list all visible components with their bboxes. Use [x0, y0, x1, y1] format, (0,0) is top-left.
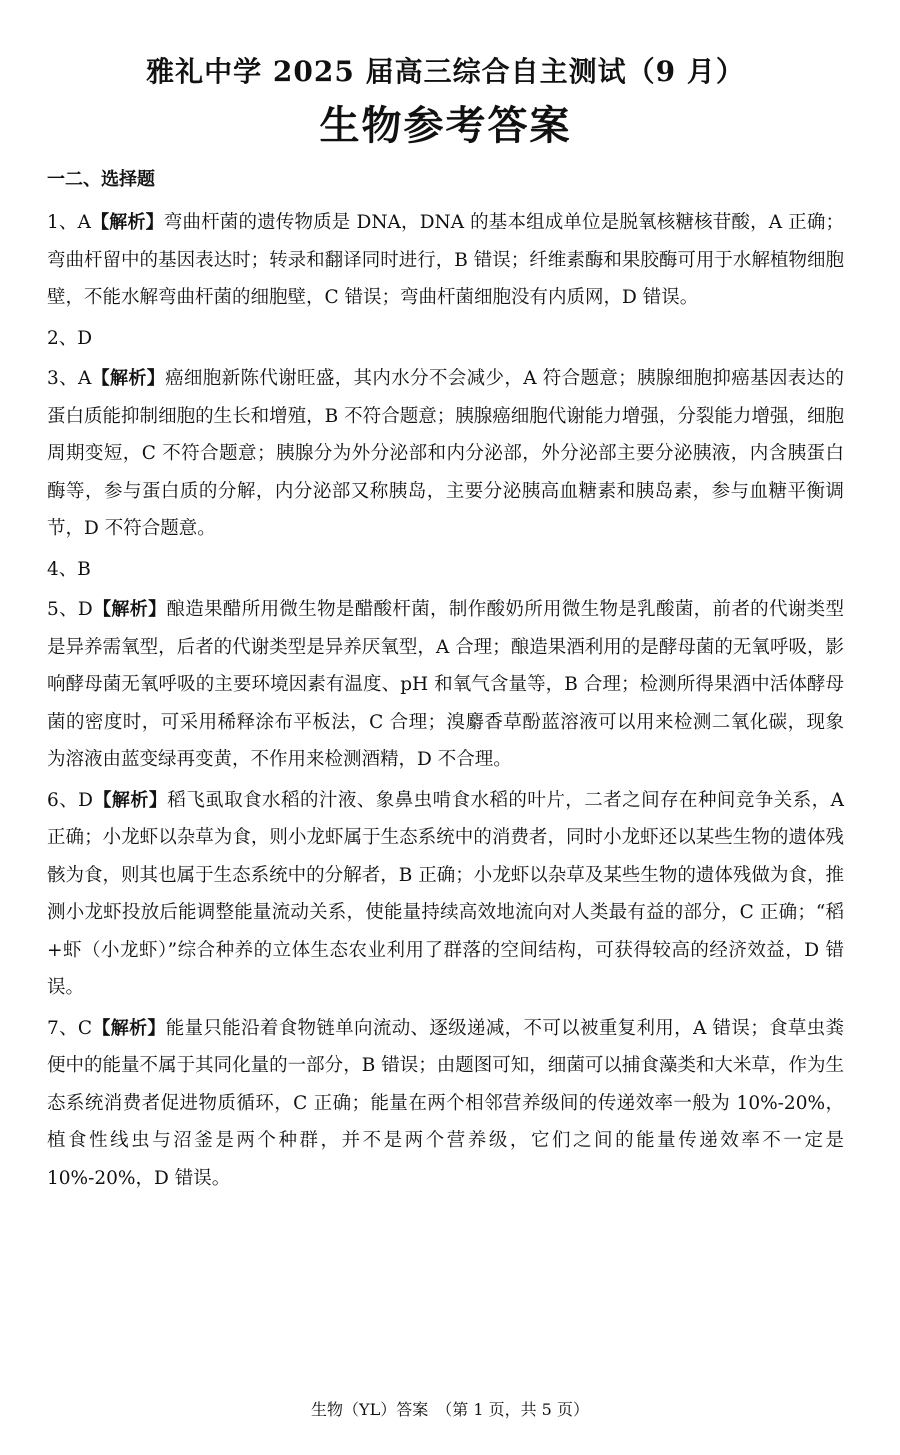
answer-number: 3、A — [47, 368, 92, 389]
answer-number: 5、D — [47, 599, 93, 620]
school-exam-title: 雅礼中学 2025 届高三综合自主测试（9 月） — [146, 55, 745, 88]
answer-number: 4、B — [47, 558, 91, 580]
answer-item-1 — [47, 204, 844, 317]
answer-item-3 — [47, 360, 844, 548]
answer-number: 1、A — [47, 212, 91, 233]
answer-number: 6、D — [47, 789, 94, 811]
answer-number: 7、C — [47, 1017, 93, 1039]
analysis-tag: 【解析】 — [93, 789, 168, 811]
answer-explanation: 能量只能沿着食物链单向流动、逐级递减，不可以被重复利用，A 错误；食草虫粪便中的能量不属于其同化量的一部分，B 错误；由题图可知，细菌可以捕食藻类和大米草，作为生态系统消费者促进物质循环，C 正确；能量在两个相邻营养级间的传递效率一般为 10%-20%，植食性线虫与沼釜是两个种群，并不是两个营养级，它们之间的能量传递效率不一定是 10%-20%，D 错误。 — [47, 1017, 845, 1189]
answer-explanation: 癌细胞新陈代谢旺盛，其内水分不会减少，A 符合题意；胰腺细胞抑癌基因表达的蛋白质能抑制细胞的生长和增殖，B 不符合题意；胰腺癌细胞代谢能力增强，分裂能力增强，细胞周期变短，C 不符合题意；胰腺分为外分泌部和内分泌部，外分泌部主要分泌胰液，内含胰蛋白酶等，参与蛋白质的分解，内分泌部又称胰岛，主要分泌胰高血糖素和胰岛素，参与血糖平衡调节，D 不符合题意。 — [47, 368, 844, 539]
answer-explanation: 弯曲杆菌的遗传物质是 DNA，DNA 的基本组成单位是脱氧核糖核苷酸，A 正确；弯曲杆留中的基因表达时；转录和翻译同时进行，B 错误；纤维素酶和果胶酶可用于水解植物细胞壁，不能水解弯曲杆菌的细胞壁，C 错误；弯曲杆菌细胞没有内质网，D 错误。 — [47, 212, 845, 308]
answer-list — [47, 204, 844, 1197]
answer-item-5 — [47, 591, 844, 779]
answer-item-6 — [47, 782, 844, 1007]
analysis-tag: 【解析】 — [90, 212, 164, 233]
answer-item-4 — [47, 551, 844, 589]
answer-explanation: 稻飞虱取食水稻的汁液、象鼻虫啃食水稻的叶片，二者之间存在种间竞争关系，A 正确；小龙虾以杂草为食，则小龙虾属于生态系统中的消费者，同时小龙虾还以某些生物的遗体残骸为食，则其也属于生态系统中的分解者，B 正确；小龙虾以杂草及某些生物的遗体残做为食，推测小龙虾投放后能调整能量流动关系，使能量持续高效地流向对人类最有益的部分，C 正确；“稻+虾（小龙虾）”综合种养的立体生态农业利用了群落的空间结构，可获得较高的经济效益，D 错误。 — [47, 789, 844, 998]
analysis-tag: 【解析】 — [92, 1017, 166, 1039]
answer-item-2 — [47, 320, 844, 358]
answer-item-7 — [47, 1010, 844, 1198]
analysis-tag: 【解析】 — [91, 368, 166, 389]
section-heading: 一二、选择题 — [47, 169, 155, 190]
document-title: 生物参考答案 — [319, 102, 572, 149]
page-footer: 生物（YL）答案 （第 1 页，共 5 页） — [311, 1400, 589, 1419]
answer-explanation: 酿造果醋所用微生物是醋酸杆菌，制作酸奶所用微生物是乳酸菌，前者的代谢类型是异养需氧型，后者的代谢类型是异养厌氧型，A 合理；酿造果酒利用的是酵母菌的无氧呼吸，影响酵母菌无氧呼吸的主要环境因素有温度、pH 和氧气含量等，B 合理；检测所得果酒中活体酵母菌的密度时，可采用稀释涂布平板法，C 合理；溴麝香草酚蓝溶液可以用来检测二氧化碳，现象为溶液由蓝变绿再变黄，不作用来检测酒精，D 不合理。 — [47, 599, 844, 770]
analysis-tag: 【解析】 — [92, 599, 167, 620]
answer-number: 2、D — [47, 327, 93, 349]
